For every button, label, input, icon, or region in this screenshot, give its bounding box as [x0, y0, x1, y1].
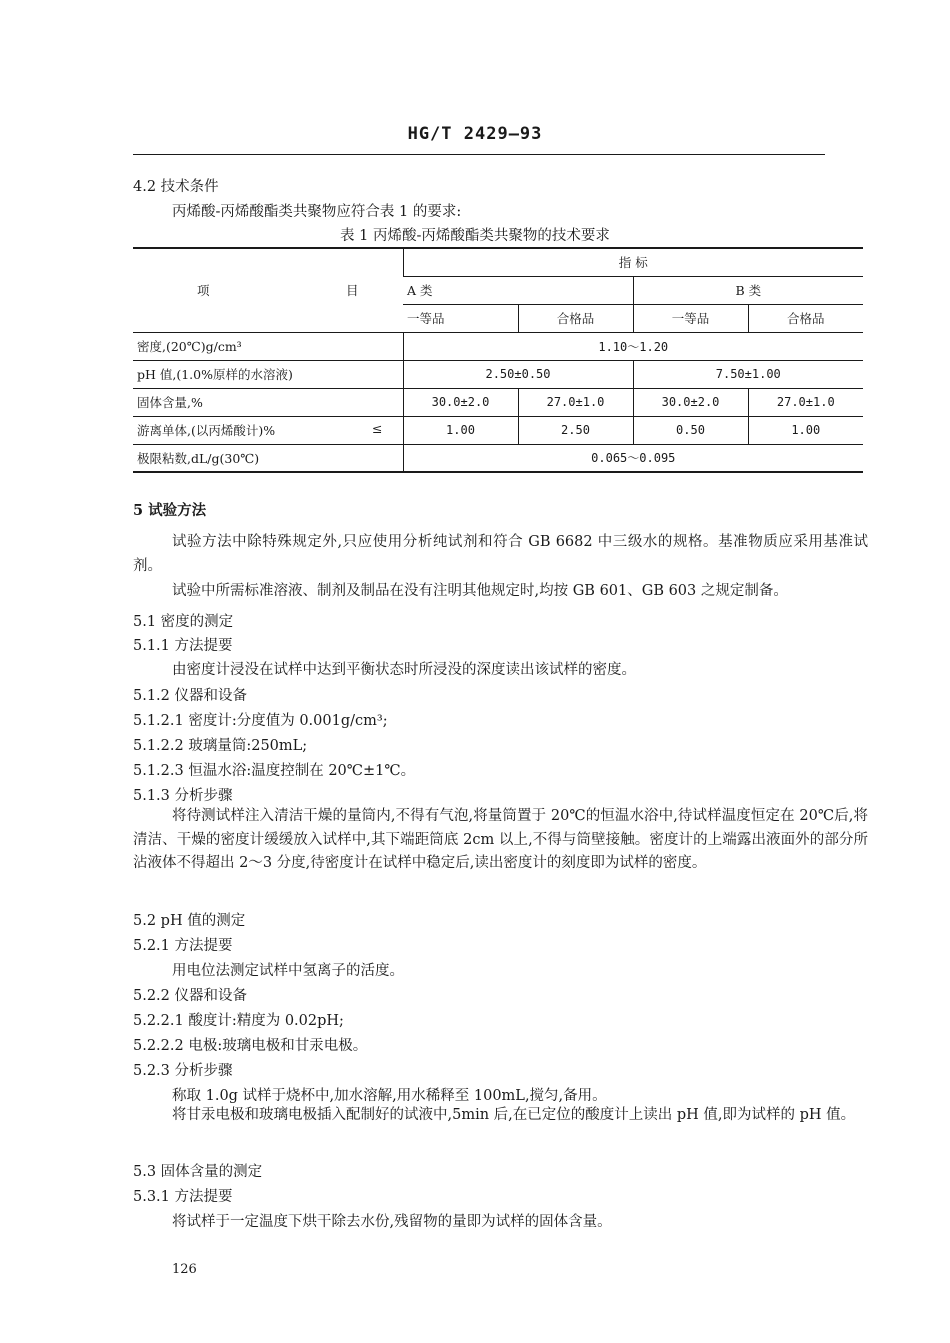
grade-header: 一等品	[633, 304, 748, 332]
value-cell: 30.0±2.0	[633, 388, 748, 416]
item-header-a: 项	[197, 283, 210, 299]
row-label: 密度,(20℃)g/cm³	[137, 339, 242, 354]
section-heading: 5.1.2 仪器和设备	[133, 688, 248, 704]
list-item: 5.1.2.1 密度计:分度值为 0.001g/cm³;	[133, 713, 388, 729]
row-label: 游离单体,(以丙烯酸计)%	[137, 423, 276, 438]
row-label: 固体含量,%	[137, 395, 203, 410]
paragraph: 称取 1.0g 试样于烧杯中,加水溶解,用水稀释至 100mL,搅匀,备用。	[172, 1088, 607, 1104]
table-row	[133, 360, 863, 388]
section-heading: 5.1.3 分析步骤	[133, 788, 233, 804]
value-cell: 1.00	[403, 416, 518, 444]
paragraph: 将待测试样注入清洁干燥的量筒内,不得有气泡,将量筒置于 20℃的恒温水浴中,待试样温度恒定在 20℃后,将清洁、干燥的密度计缓缓放入试样中,其下端距筒底 2cm 以上,不得与筒壁接触。密度计的上端露出液面外的部分所沾液体不得超出 2～3 分度,待密度计在试样中稳定后,读出密度计的刻度即为试样的密度。	[133, 808, 868, 871]
class-b-header: B 类	[633, 276, 863, 304]
section-4-2-heading: 4.2 技术条件	[133, 179, 219, 195]
spec-table	[133, 247, 863, 473]
section-heading: 5.1.1 方法提要	[133, 638, 233, 654]
value-cell: 1.00	[748, 416, 863, 444]
row-label: pH 值,(1.0%原样的水溶液)	[137, 367, 293, 382]
section-heading: 5.2 pH 值的测定	[133, 913, 246, 929]
value-cell: 27.0±1.0	[748, 388, 863, 416]
table-title: 表 1 丙烯酸-丙烯酸酯类共聚物的技术要求	[340, 228, 610, 244]
table-row	[133, 388, 863, 416]
list-item: 5.1.2.3 恒温水浴:温度控制在 20℃±1℃。	[133, 763, 416, 779]
index-header: 指 标	[403, 248, 863, 276]
row-limit: ≤	[372, 421, 383, 436]
list-item: 5.1.2.2 玻璃量筒:250mL;	[133, 738, 308, 754]
list-item: 5.2.2.1 酸度计:精度为 0.02pH;	[133, 1013, 344, 1029]
class-a-header: A 类	[403, 276, 633, 304]
paragraph: 试验中所需标准溶液、制剂及制品在没有注明其他规定时,均按 GB 601、GB 603 之规定制备。	[172, 583, 788, 599]
value-cell: 0.50	[633, 416, 748, 444]
paragraph: 由密度计浸没在试样中达到平衡状态时所浸没的深度读出该试样的密度。	[172, 662, 636, 678]
table-row	[133, 416, 863, 444]
grade-header: 一等品	[403, 304, 518, 332]
section-heading: 5.3 固体含量的测定	[133, 1164, 263, 1180]
value-cell: 0.065～0.095	[403, 444, 863, 472]
paragraph: 将试样于一定温度下烘干除去水份,残留物的量即为试样的固体含量。	[172, 1214, 612, 1230]
section-heading: 5.3.1 方法提要	[133, 1189, 233, 1205]
paragraph: 试验方法中除特殊规定外,只应使用分析纯试剂和符合 GB 6682 中三级水的规格。基准物质应采用基准试剂。	[133, 534, 868, 574]
table-row	[133, 332, 863, 360]
value-cell: 2.50±0.50	[403, 360, 633, 388]
section-5-heading: 5 试验方法	[133, 502, 207, 519]
value-cell: 1.10～1.20	[403, 332, 863, 360]
value-cell: 2.50	[518, 416, 633, 444]
section-heading: 5.1 密度的测定	[133, 614, 234, 630]
value-cell: 27.0±1.0	[518, 388, 633, 416]
value-cell: 30.0±2.0	[403, 388, 518, 416]
header-rule	[133, 154, 825, 155]
section-heading: 5.2.2 仪器和设备	[133, 988, 248, 1004]
standard-number-header: HG/T 2429—93	[407, 124, 543, 144]
table-row	[133, 444, 863, 472]
paragraph: 将甘汞电极和玻璃电极插入配制好的试液中,5min 后,在已定位的酸度计上读出 pH 值,即为试样的 pH 值。	[172, 1107, 856, 1123]
section-4-2-intro: 丙烯酸-丙烯酸酯类共聚物应符合表 1 的要求:	[172, 204, 462, 220]
paragraph: 用电位法测定试样中氢离子的活度。	[172, 963, 404, 979]
value-cell: 7.50±1.00	[633, 360, 863, 388]
item-header-b: 目	[345, 283, 359, 299]
grade-header: 合格品	[518, 304, 633, 332]
grade-header: 合格品	[748, 304, 863, 332]
row-label: 极限粘数,dL/g(30℃)	[137, 450, 260, 466]
section-heading: 5.2.1 方法提要	[133, 938, 233, 954]
list-item: 5.2.2.2 电极:玻璃电极和甘汞电极。	[133, 1038, 368, 1054]
item-header-cell	[133, 248, 403, 332]
page-number: 126	[172, 1262, 197, 1277]
section-heading: 5.2.3 分析步骤	[133, 1063, 233, 1079]
